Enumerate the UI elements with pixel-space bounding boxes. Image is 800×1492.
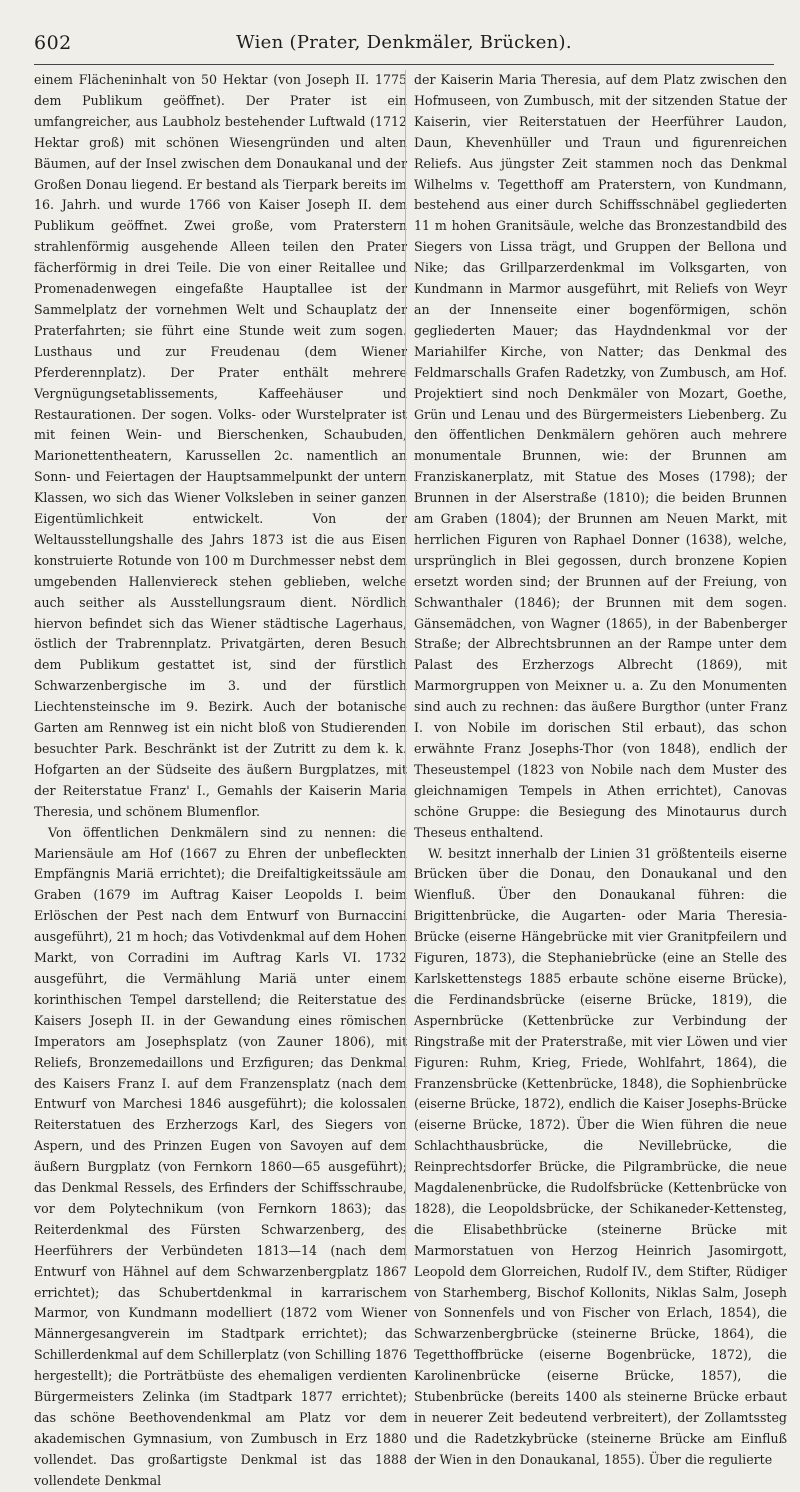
paragraph: W. besitzt innerhalb der Linien 31 größtenteils eiserne Brücken über die Donau, den Donaukanal und den Wienfluß. Über den Donaukanal führen: die Brigittenbrücke, die Augarten- oder Maria Theresia-Brücke (eiserne Hängebrücke mit vier Granitpfeilern und Figuren, 1873), die Stephaniebrücke (eine an Stelle des Karlskettenstegs 1885 erbaute schöne eiserne Brücke), die Ferdinandsbrücke (eiserne Brücke, 1819), die Aspernbrücke (Kettenbrücke zur Verbindung der Ringstraße mit der Praterstraße, mit vier Löwen und vier Figuren: Ruhm, Krieg, Friede, Wohlfahrt, 1864), die Franzensbrücke (Kettenbrücke, 1848), die Sophienbrücke (eiserne Brücke, 1872), endlich die Kaiser Josephs-Brücke (eiserne Brücke, 1872). Über die Wien führen die neue Schlachthausbrücke, die Nevillebrücke, die Reinprechtsdorfer Brücke, die Pilgrambrücke, die neue Magdalenenbrücke, die Rudolfsbrücke (Kettenbrücke von 1828), die Leopoldsbrücke, der Schikaneder-Kettensteg, die Elisabethbrücke (steinerne Brücke mit Marmorstatuen von Herzog Heinrich Jasomirgott, Leopold dem Glorreichen, Rudolf IV., dem Stifter, Rüdiger von Starhemberg, Bischof Kollonits, Niklas Salm, Joseph von Sonnenfels und von Fischer von Erlach, 1854), die Schwarzenbergbrücke (steinerne Brücke, 1864), die Tegetthoffbrücke (eiserne Bogenbrücke, 1872), die Karolinenbrücke (eiserne Brücke, 1857), die Stubenbrücke (bereits 1400 als steinerne Brücke erbaut in neuerer Zeit bedeutend verbreitert), der Zollamtssteg und die Radetzkybrücke (steinerne Brücke am Einfluß der Wien in den Donaukanal, 1855). Über die regulierte (414, 845, 787, 1467)
running-head: Wien (Prater, Denkmäler, Brücken). (236, 32, 572, 53)
page-number: 602 (34, 32, 72, 54)
header-rule (34, 64, 774, 65)
paragraph: Von öffentlichen Denkmälern sind zu nennen: die Mariensäule am Hof (1667 zu Ehren der unbefleckten Empfängnis Mariä errichtet); die Dreifaltigkeitssäule am Graben (1679 im Auftrag Kaiser Leopolds I. beim Erlöschen der Pest nach dem Entwurf von Burnaccini ausgeführt), 21 m hoch; das Votivdenkmal auf dem Hohen Markt, von Corradini im Auftrag Karls VI. 1732 ausgeführt, die Vermählung Mariä unter einem korinthischen Tempel darstellend; die Reiterstatue des Kaisers Joseph II. in der Gewandung eines römischen Imperators am Josephsplatz (von Zauner 1806), mit Reliefs, Bronzemedaillons und Erzfiguren; das Denkmal des Kaisers Franz I. auf dem Franzensplatz (nach dem Entwurf von Marchesi 1846 ausgeführt); die kolossalen Reiterstatuen des Erzherzogs Karl, des Siegers von Aspern, und des Prinzen Eugen von Savoyen auf dem äußern Burgplatz (von Fernkorn 1860—65 ausgeführt); das Denkmal Ressels, des Erfinders der Schiffsschraube, vor dem Polytechnikum (von Fernkorn 1863); das Reiterdenkmal des Fürsten Schwarzenberg, des Heerführers der Verbündeten 1813—14 (nach dem Entwurf von Hähnel auf dem Schwarzenbergplatz 1867 errichtet); das Schubertdenkmal in karrarischem Marmor, von Kundmann modelliert (1872 vom Wiener Männergesangverein im Stadtpark errichtet); das Schillerdenkmal auf dem Schillerplatz (von Schilling 1876 hergestellt); die Porträtbüste des ehemaligen verdienten Bürgermeisters Zelinka (im Stadtpark 1877 errichtet); das schöne Beethovendenkmal am Platz vor dem akademischen Gymnasium, von Zumbusch in Erz 1880 vollendet. Das großartigste Denkmal ist das 1888 vollendete Denkmal (34, 824, 407, 1488)
page-header (34, 30, 774, 62)
column-divider (405, 70, 406, 1260)
right-column (414, 70, 787, 1471)
paragraph: der Kaiserin Maria Theresia, auf dem Platz zwischen den Hofmuseen, von Zumbusch, mit der sitzenden Statue der Kaiserin, vier Reiterstatuen der Heerführer Laudon, Daun, Khevenhüller und Traun und figurenreichen Reliefs. Aus jüngster Zeit stammen noch das Denkmal Wilhelms v. Tegetthoff am Praterstern, von Kundmann, bestehend aus einer durch Schiffsschnäbel gegliederten 11 m hohen Granitsäule, welche das Bronzestandbild des Siegers von Lissa trägt, und Gruppen der Bellona und Nike; das Grillparzerdenkmal im Volksgarten, von Kundmann in Marmor ausgeführt, mit Reliefs von Weyr an der Innenseite einer bogenförmigen, schön gegliederten Mauer; das Haydndenkmal vor der Mariahilfer Kirche, von Natter; das Denkmal des Feldmarschalls Grafen Radetzky, von Zumbusch, am Hof. Projektiert sind noch Denkmäler von Mozart, Goethe, Grün und Lenau und des Bürgermeisters Liebenberg. Zu den öffentlichen Denkmälern gehören auch mehrere monumentale Brunnen, wie: der Brunnen am Franziskanerplatz, mit Statue des Moses (1798); der Brunnen in der Alserstraße (1810); die beiden Brunnen am Graben (1804); der Brunnen am Neuen Markt, mit herrlichen Figuren von Raphael Donner (1638), welche, ursprünglich in Blei gegossen, durch bronzene Kopien ersetzt worden sind; der Brunnen auf der Freiung, von Schwanthaler (1846); der Brunnen mit dem sogen. Gänsemädchen, von Wagner (1865), in der Babenberger Straße; der Albrechtsbrunnen an der Rampe unter dem Palast des Erzherzogs Albrecht (1869), mit Marmorgruppen von Meixner u. a. Zu den Monumenten sind auch zu rechnen: das äußere Burgthor (unter Franz I. von Nobile im dorischen Stil erbaut), das schon erwähnte Franz Josephs-Thor (von 1848), endlich der Theseustempel (1823 von Nobile nach dem Muster des gleichnamigen Tempels in Athen errichtet), Canovas schöne Gruppe: die Besiegung des Minotaurus durch Theseus enthaltend. (414, 72, 787, 840)
left-column (34, 70, 407, 1492)
paragraph: einem Flächeninhalt von 50 Hektar (von Joseph II. 1775 dem Publikum geöffnet). Der Prater ist ein umfangreicher, aus Laubholz bestehender Luftwald (1712 Hektar groß) mit schönen Wiesengründen und alten Bäumen, auf der Insel zwischen dem Donaukanal und der Großen Donau liegend. Er bestand als Tierpark bereits im 16. Jahrh. und wurde 1766 von Kaiser Joseph II. dem Publikum geöffnet. Zwei große, vom Praterstern strahlenförmig ausgehende Alleen teilen den Prater fächerförmig in drei Teile. Die von einer Reitallee und Promenadenwegen eingefaßte Hauptallee ist der Sammelplatz der vornehmen Welt und Schauplatz der Praterfahrten; sie führt eine Stunde weit zum sogen. Lusthaus und zur Freudenau (dem Wiener Pferderennplatz). Der Prater enthält mehrere Vergnügungsetablissements, Kaffeehäuser und Restaurationen. Der sogen. Volks- oder Wurstelprater ist mit feinen Wein- und Bierschenken, Schaubuden, Marionettentheatern, Karussellen 2c. namentlich an Sonn- und Feiertagen der Hauptsammelpunkt der untern Klassen, wo sich das Wiener Volksleben in seiner ganzen Eigentümlichkeit entwickelt. Von der Weltausstellungshalle des Jahrs 1873 ist die aus Eisen konstruierte Rotunde von 100 m Durchmesser nebst dem umgebenden Hallenviereck stehen geblieben, welche auch seither als Ausstellungsraum dient. Nördlich hiervon befindet sich das Wiener städtische Lagerhaus, östlich der Trabrennplatz. Privatgärten, deren Besuch dem Publikum gestattet ist, sind der fürstlich Schwarzenbergische im 3. und der fürstlich Liechtensteinsche im 9. Bezirk. Auch der botanische Garten am Rennweg ist ein nicht bloß von Studierenden besuchter Park. Beschränkt ist der Zutritt zu dem k. k. Hofgarten an der Südseite des äußern Burgplatzes, mit der Reiterstatue Franz' I., Gemahls der Kaiserin Maria Theresia, und schönem Blumenflor. (34, 72, 407, 819)
